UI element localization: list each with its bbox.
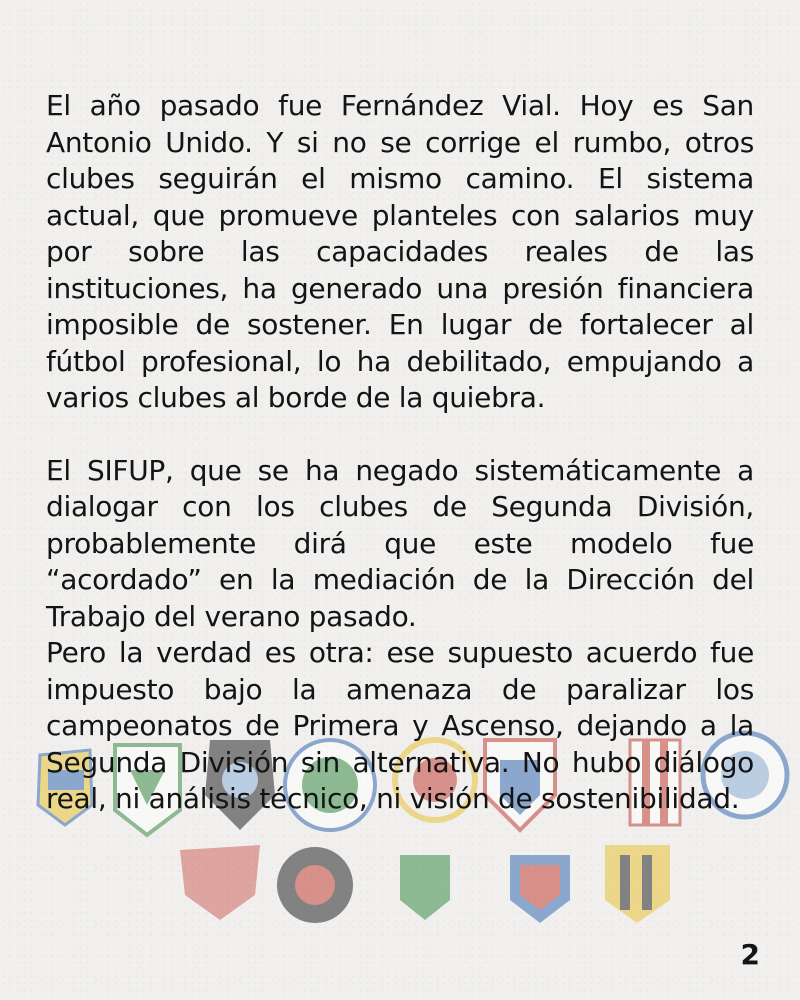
page-number: 2	[740, 938, 760, 971]
club-crest-icon	[510, 855, 570, 923]
club-crest-icon	[400, 855, 450, 920]
paragraph-2: El SIFUP, que se ha negado sistemáticamente a dialogar con los clubes de Segunda División, probablemente dirá que este modelo fue “acordado” en la mediación de la Dirección del Trabajo del verano pasado.	[46, 453, 754, 633]
club-crest-icon	[180, 845, 260, 920]
paragraph-3: Pero la verdad es otra: ese supuesto acuerdo fue impuesto bajo la amenaza de paralizar los campeonatos de Primera y Ascenso, dejando a la Segunda División sin alternativa. No hubo diálogo real, ni análisis técnico, ni visión de sostenibilidad.	[46, 636, 754, 815]
paragraph-1: El año pasado fue Fernández Vial. Hoy es San Antonio Unido. Y si no se corrige el rumbo, otros clubes seguirán el mismo camino. El sistema actual, que promueve planteles con salarios muy por sobre las capacidades reales de las instituciones, ha generado una presión financiera imposible de sostener. En lugar de fortalecer al fútbol profesional, lo ha debilitado, empujando a varios clubes al borde de la quiebra.	[46, 89, 754, 414]
club-crest-icon	[277, 847, 353, 923]
club-crest-icon	[605, 845, 670, 923]
article-body	[46, 88, 754, 818]
